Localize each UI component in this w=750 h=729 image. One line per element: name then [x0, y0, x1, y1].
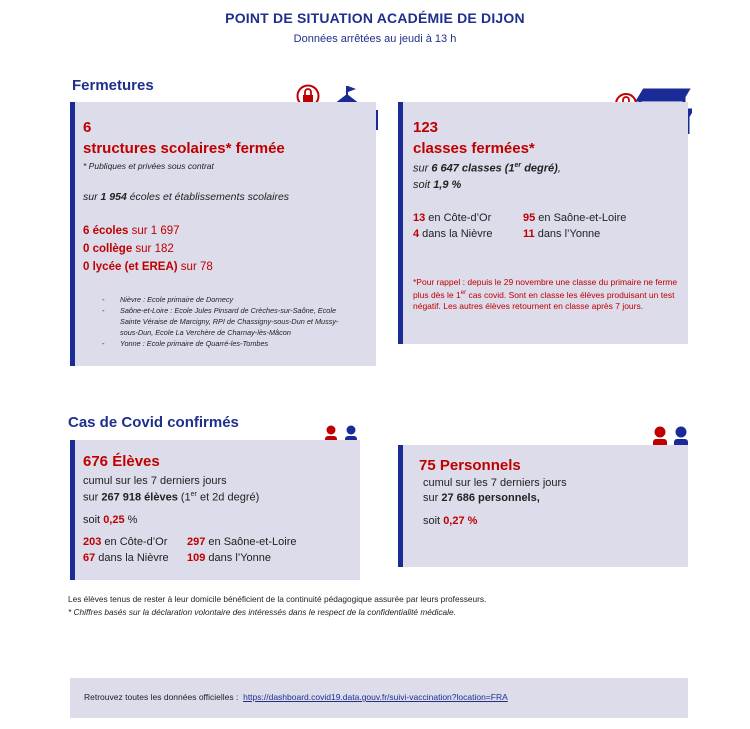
structures-note: * Publiques et privées sous contrat: [83, 161, 214, 171]
eleves-headline: 676 Élèves: [83, 453, 160, 470]
eleves-percent: soit 0,25 %: [83, 514, 138, 526]
footer-text: [84, 692, 508, 702]
card-eleves: [70, 440, 360, 580]
section-title-fermetures: Fermetures: [72, 77, 154, 94]
footer-box: [70, 678, 688, 718]
structures-count: 6: [83, 119, 92, 136]
footnote-chiffres: * Chiffres basés sur la déclaration volontaire des intéressés dans le respect de la confidentialité médicale.: [68, 607, 456, 617]
section-title-covid: Cas de Covid confirmés: [68, 414, 239, 431]
classes-saone-et-loire: 95 en Saône-et-Loire: [523, 212, 627, 224]
structures-ecoles: 6 écoles sur 1 697: [83, 225, 180, 237]
eleves-nievre: 67 dans la Nièvre: [83, 552, 169, 564]
footnote-continuite: Les élèves tenus de rester à leur domicile bénéficient de la continuité pédagogique assurée par leurs professeurs.: [68, 594, 487, 604]
structures-total: sur 1 954 écoles et établissements scolaires: [83, 191, 290, 203]
card-personnels: [398, 445, 688, 567]
structures-college: 0 collège sur 182: [83, 243, 174, 255]
classes-nievre: 4 dans la Nièvre: [413, 228, 493, 240]
structures-label: structures scolaires* fermée: [83, 140, 285, 157]
card-structures-fermees: [70, 102, 376, 366]
list-item: - Nièvre : Ecole primaire de Dornecy: [80, 294, 350, 305]
classes-rappel-note: *Pour rappel : depuis le 29 novembre une classe du primaire ne ferme plus dès le 1er cas covid. Sont en classe les élèves produisant un test négatif. Les autres élèves retournent en classe après 7 jours.: [413, 277, 678, 311]
list-item: - Yonne : Ecole primaire de Quarré-les-Tombes: [80, 338, 350, 349]
personnels-headline: 75 Personnels: [419, 457, 521, 474]
eleves-saone-et-loire: 297 en Saône-et-Loire: [187, 536, 297, 548]
personnels-cumul: cumul sur les 7 derniers jours: [423, 477, 567, 489]
personnels-percent: soit 0,27 %: [423, 515, 478, 527]
list-item: - Saône-et-Loire : Ecole Jules Pinsard de Crèches-sur-Saône, Ecole Sainte Véraise de Marcigny, RPI de Chassigny-sous-Dun et Mussy-sous-Dun, Ecole La Verchère de Charnay-lès-Mâcon: [80, 305, 350, 338]
card-classes-fermees: [398, 102, 688, 344]
page-title: POINT DE SITUATION ACADÉMIE DE DIJON: [225, 10, 525, 26]
eleves-yonne: 109 dans l’Yonne: [187, 552, 272, 564]
classes-yonne: 11 dans l’Yonne: [523, 228, 601, 240]
classes-label: classes fermées*: [413, 140, 535, 157]
footer-label: Retrouvez toutes les données officielles :: [84, 692, 239, 702]
dashboard-link[interactable]: https://dashboard.covid19.data.gouv.fr/suivi-vaccination?location=FRA: [243, 692, 508, 702]
classes-count: 123: [413, 119, 439, 136]
personnels-total: sur 27 686 personnels,: [423, 492, 540, 504]
eleves-cote-dor: 203 en Côte-d’Or: [83, 536, 168, 548]
classes-percent: soit 1,9 %: [413, 179, 462, 191]
structures-lycee: 0 lycée (et EREA) sur 78: [83, 261, 213, 273]
closed-schools-list: [80, 294, 350, 349]
page-subtitle: Données arrêtées au jeudi à 13 h: [293, 33, 457, 45]
classes-cote-dor: 13 en Côte-d’Or: [413, 212, 492, 224]
classes-total: sur 6 647 classes (1er degré),: [413, 162, 561, 175]
eleves-cumul: cumul sur les 7 derniers jours: [83, 475, 227, 487]
eleves-total: sur 267 918 élèves (1er et 2d degré): [83, 491, 260, 504]
